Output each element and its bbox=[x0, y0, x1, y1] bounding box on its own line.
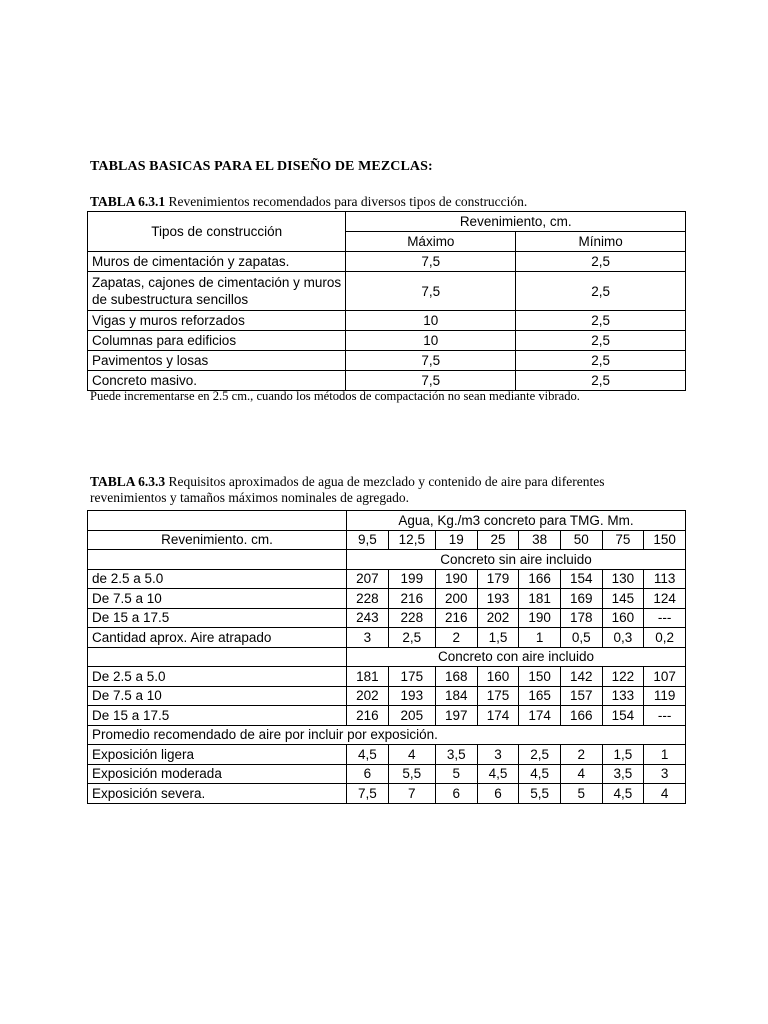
tabla3-row bbox=[88, 628, 686, 648]
tabla1-row bbox=[88, 311, 686, 331]
tabla3-cell-value: 5,5 bbox=[519, 784, 561, 804]
tabla3-cell-value: 124 bbox=[644, 589, 686, 609]
tabla3-caption-id: TABLA 6.3.3 bbox=[90, 474, 166, 489]
tabla1-cell-tipo: Concreto masivo. bbox=[88, 371, 346, 391]
tabla3-header-tmg: 150 bbox=[644, 530, 686, 550]
tabla3-cell-value: 207 bbox=[347, 569, 389, 589]
tabla3-cell-value: 0,5 bbox=[560, 628, 602, 648]
tabla3-header-tmg: 50 bbox=[560, 530, 602, 550]
tabla3-cell-label: Cantidad aprox. Aire atrapado bbox=[88, 628, 347, 648]
tabla1-cell-tipo: Columnas para edificios bbox=[88, 331, 346, 351]
tabla3-cell-value: 243 bbox=[347, 608, 389, 628]
tabla3-cell-value: 107 bbox=[644, 667, 686, 687]
tabla3-row bbox=[88, 667, 686, 687]
tabla1-body bbox=[88, 252, 686, 391]
tabla3-cell-value: 190 bbox=[435, 569, 477, 589]
tabla3-cell-label: Exposición ligera bbox=[88, 745, 347, 765]
tabla3-cell-value: 113 bbox=[644, 569, 686, 589]
tabla1-header-minimo: Mínimo bbox=[516, 232, 686, 252]
tabla3-cell-value: 3 bbox=[347, 628, 389, 648]
tabla3-header-tmg: 38 bbox=[519, 530, 561, 550]
tabla3-cell-value: 142 bbox=[560, 667, 602, 687]
tabla1-cell-minimo: 2,5 bbox=[516, 272, 686, 311]
tabla3-row bbox=[88, 745, 686, 765]
tabla3-section-promedio: Promedio recomendado de aire por incluir por exposición. bbox=[88, 725, 686, 745]
tabla3-exposicion-body bbox=[88, 745, 686, 804]
tabla3-cell-value: 174 bbox=[477, 706, 519, 726]
tabla3-cell-value: 6 bbox=[477, 784, 519, 804]
tabla3-cell-value: --- bbox=[644, 608, 686, 628]
tabla3-cell-value: 3 bbox=[644, 764, 686, 784]
tabla3-header-tmg: 75 bbox=[602, 530, 644, 550]
tabla1-cell-tipo: Muros de cimentación y zapatas. bbox=[88, 252, 346, 272]
tabla3-cell-value: 175 bbox=[477, 686, 519, 706]
tabla3-cell-value: 5,5 bbox=[388, 764, 435, 784]
tabla3-cell-value: 3,5 bbox=[602, 764, 644, 784]
tabla3-cell-value: 6 bbox=[347, 764, 389, 784]
tabla3-header-blank bbox=[88, 511, 347, 531]
tabla3-cell-label: De 7.5 a 10 bbox=[88, 686, 347, 706]
tabla3-cell-value: 5 bbox=[560, 784, 602, 804]
tabla1-cell-tipo: Pavimentos y losas bbox=[88, 351, 346, 371]
tabla1-cell-minimo: 2,5 bbox=[516, 311, 686, 331]
tabla1-caption-text: Revenimientos recomendados para diversos tipos de construcción. bbox=[165, 194, 528, 209]
tabla3-cell-value: 130 bbox=[602, 569, 644, 589]
tabla1-header-maximo: Máximo bbox=[346, 232, 516, 252]
tabla3-cell-value: 4,5 bbox=[347, 745, 389, 765]
tabla3-row bbox=[88, 784, 686, 804]
tabla1-cell-maximo: 7,5 bbox=[346, 351, 516, 371]
tabla3-cell-value: 178 bbox=[560, 608, 602, 628]
tabla3-cell-label: de 2.5 a 5.0 bbox=[88, 569, 347, 589]
tabla3-section-row bbox=[88, 647, 686, 667]
tabla3-row bbox=[88, 764, 686, 784]
tabla3-cell-value: 228 bbox=[388, 608, 435, 628]
tabla3-cell-value: 190 bbox=[519, 608, 561, 628]
tabla3-cell-value: 6 bbox=[435, 784, 477, 804]
tabla3-cell-value: 181 bbox=[519, 589, 561, 609]
tabla3-cell-value: 166 bbox=[519, 569, 561, 589]
tabla3-row bbox=[88, 706, 686, 726]
tabla3-cell-value: 202 bbox=[347, 686, 389, 706]
tabla3-cell-value: 174 bbox=[519, 706, 561, 726]
tabla3-caption-text: Requisitos aproximados de agua de mezclado y contenido de aire para diferentes revenimientos y tamaños máximos nominales de agregado. bbox=[90, 474, 605, 505]
tabla3-cell-value: 169 bbox=[560, 589, 602, 609]
tabla3-cell-value: 184 bbox=[435, 686, 477, 706]
tabla3-row bbox=[88, 608, 686, 628]
tabla3-cell-value: 1,5 bbox=[602, 745, 644, 765]
tabla3-cell-value: 193 bbox=[388, 686, 435, 706]
tabla1-row bbox=[88, 371, 686, 391]
tabla3-cell-label: De 15 a 17.5 bbox=[88, 706, 347, 726]
tabla3-cell-value: 181 bbox=[347, 667, 389, 687]
tabla3-cell-value: 165 bbox=[519, 686, 561, 706]
tabla3-sin-aire-body bbox=[88, 569, 686, 647]
tabla3-cell-value: 160 bbox=[477, 667, 519, 687]
tabla1-header-revenimiento: Revenimiento, cm. bbox=[346, 212, 686, 232]
tabla3-caption bbox=[90, 474, 680, 505]
tabla1-cell-maximo: 7,5 bbox=[346, 252, 516, 272]
tabla3-cell-value: 133 bbox=[602, 686, 644, 706]
tabla3-cell-value: 1 bbox=[519, 628, 561, 648]
tabla3-cell-label: De 15 a 17.5 bbox=[88, 608, 347, 628]
tabla3-cell-value: 179 bbox=[477, 569, 519, 589]
tabla3-row bbox=[88, 686, 686, 706]
tabla3-con-aire-body bbox=[88, 667, 686, 726]
tabla1-cell-tipo: Zapatas, cajones de cimentación y muros de subestructura sencillos bbox=[88, 272, 346, 311]
tabla3-cell-value: 154 bbox=[602, 706, 644, 726]
tabla3-row bbox=[88, 569, 686, 589]
tabla3-cell-value: 1,5 bbox=[477, 628, 519, 648]
tabla3-cell-value: 7 bbox=[388, 784, 435, 804]
tabla1-cell-minimo: 2,5 bbox=[516, 331, 686, 351]
tabla3-cell-label: De 7.5 a 10 bbox=[88, 589, 347, 609]
tabla3-cell-label: Exposición moderada bbox=[88, 764, 347, 784]
tabla3-cell-value: 145 bbox=[602, 589, 644, 609]
tabla3-cell-value: 2 bbox=[560, 745, 602, 765]
tabla3-cell-value: 168 bbox=[435, 667, 477, 687]
tabla3-cell-value: 4 bbox=[644, 784, 686, 804]
tabla1-cell-minimo: 2,5 bbox=[516, 371, 686, 391]
tabla3-section-row bbox=[88, 725, 686, 745]
tabla3-header-tmg: 9,5 bbox=[347, 530, 389, 550]
tabla3-cell-value: 200 bbox=[435, 589, 477, 609]
tabla3-tmg-row bbox=[88, 530, 686, 550]
tabla3-cell-value: 4 bbox=[388, 745, 435, 765]
tabla1-row bbox=[88, 272, 686, 311]
tabla3-cell-value: 0,2 bbox=[644, 628, 686, 648]
tabla3-header-revenimiento: Revenimiento. cm. bbox=[88, 530, 347, 550]
tabla3-cell-value: 2,5 bbox=[388, 628, 435, 648]
tabla3-cell-value: 122 bbox=[602, 667, 644, 687]
tabla3-cell-value: 4,5 bbox=[519, 764, 561, 784]
tabla1-cell-maximo: 7,5 bbox=[346, 371, 516, 391]
tabla3-cell-value: --- bbox=[644, 706, 686, 726]
tabla3-cell-value: 5 bbox=[435, 764, 477, 784]
tabla1-cell-tipo: Vigas y muros reforzados bbox=[88, 311, 346, 331]
tabla1-row bbox=[88, 351, 686, 371]
page-title: TABLAS BASICAS PARA EL DISEÑO DE MEZCLAS: bbox=[90, 159, 433, 174]
tabla3-cell-value: 199 bbox=[388, 569, 435, 589]
tabla3-cell-value: 160 bbox=[602, 608, 644, 628]
tabla3-cell-value: 2,5 bbox=[519, 745, 561, 765]
tabla3-cell-value: 4,5 bbox=[602, 784, 644, 804]
tabla1-revenimientos bbox=[87, 211, 686, 391]
tabla1-row bbox=[88, 331, 686, 351]
tabla3-cell-value: 154 bbox=[560, 569, 602, 589]
tabla3-cell-value: 228 bbox=[347, 589, 389, 609]
tabla3-cell-value: 157 bbox=[560, 686, 602, 706]
tabla1-cell-minimo: 2,5 bbox=[516, 351, 686, 371]
tabla3-cell-value: 150 bbox=[519, 667, 561, 687]
tabla1-caption bbox=[90, 194, 690, 210]
tabla1-cell-minimo: 2,5 bbox=[516, 252, 686, 272]
tabla1-note: Puede incrementarse en 2.5 cm., cuando los métodos de compactación no sean mediante vibrado. bbox=[90, 389, 580, 403]
tabla3-cell-value: 0,3 bbox=[602, 628, 644, 648]
tabla3-section-blank bbox=[88, 647, 347, 667]
tabla3-cell-label: Exposición severa. bbox=[88, 784, 347, 804]
tabla3-cell-value: 4 bbox=[560, 764, 602, 784]
tabla3-cell-value: 175 bbox=[388, 667, 435, 687]
tabla3-cell-label: De 2.5 a 5.0 bbox=[88, 667, 347, 687]
tabla3-cell-value: 3 bbox=[477, 745, 519, 765]
tabla3-cell-value: 119 bbox=[644, 686, 686, 706]
tabla1-row bbox=[88, 252, 686, 272]
tabla3-header-tmg: 12,5 bbox=[388, 530, 435, 550]
tabla3-cell-value: 216 bbox=[388, 589, 435, 609]
tabla3-section-row bbox=[88, 550, 686, 570]
tabla3-cell-value: 1 bbox=[644, 745, 686, 765]
tabla3-cell-value: 202 bbox=[477, 608, 519, 628]
tabla1-cell-maximo: 10 bbox=[346, 331, 516, 351]
tabla3-cell-value: 216 bbox=[435, 608, 477, 628]
tabla1-cell-maximo: 10 bbox=[346, 311, 516, 331]
tabla3-cell-value: 2 bbox=[435, 628, 477, 648]
tabla3-cell-value: 216 bbox=[347, 706, 389, 726]
tabla3-agua-mezclado bbox=[87, 510, 686, 804]
tabla3-section-blank bbox=[88, 550, 347, 570]
tabla3-cell-value: 3,5 bbox=[435, 745, 477, 765]
tabla3-cell-value: 197 bbox=[435, 706, 477, 726]
tabla3-section-con-aire: Concreto con aire incluido bbox=[347, 647, 686, 667]
tabla3-header-tmg: 25 bbox=[477, 530, 519, 550]
tabla3-cell-value: 4,5 bbox=[477, 764, 519, 784]
tabla3-row bbox=[88, 589, 686, 609]
tabla3-header-tmg: 19 bbox=[435, 530, 477, 550]
tabla1-caption-id: TABLA 6.3.1 bbox=[90, 194, 166, 209]
tabla3-cell-value: 193 bbox=[477, 589, 519, 609]
tabla3-cell-value: 7,5 bbox=[347, 784, 389, 804]
tabla3-cell-value: 166 bbox=[560, 706, 602, 726]
tabla3-header-agua: Agua, Kg./m3 concreto para TMG. Mm. bbox=[347, 511, 686, 531]
tabla1-cell-maximo: 7,5 bbox=[346, 272, 516, 311]
tabla1-header-tipo: Tipos de construcción bbox=[88, 212, 346, 252]
tabla3-section-sin-aire: Concreto sin aire incluido bbox=[347, 550, 686, 570]
tabla3-cell-value: 205 bbox=[388, 706, 435, 726]
